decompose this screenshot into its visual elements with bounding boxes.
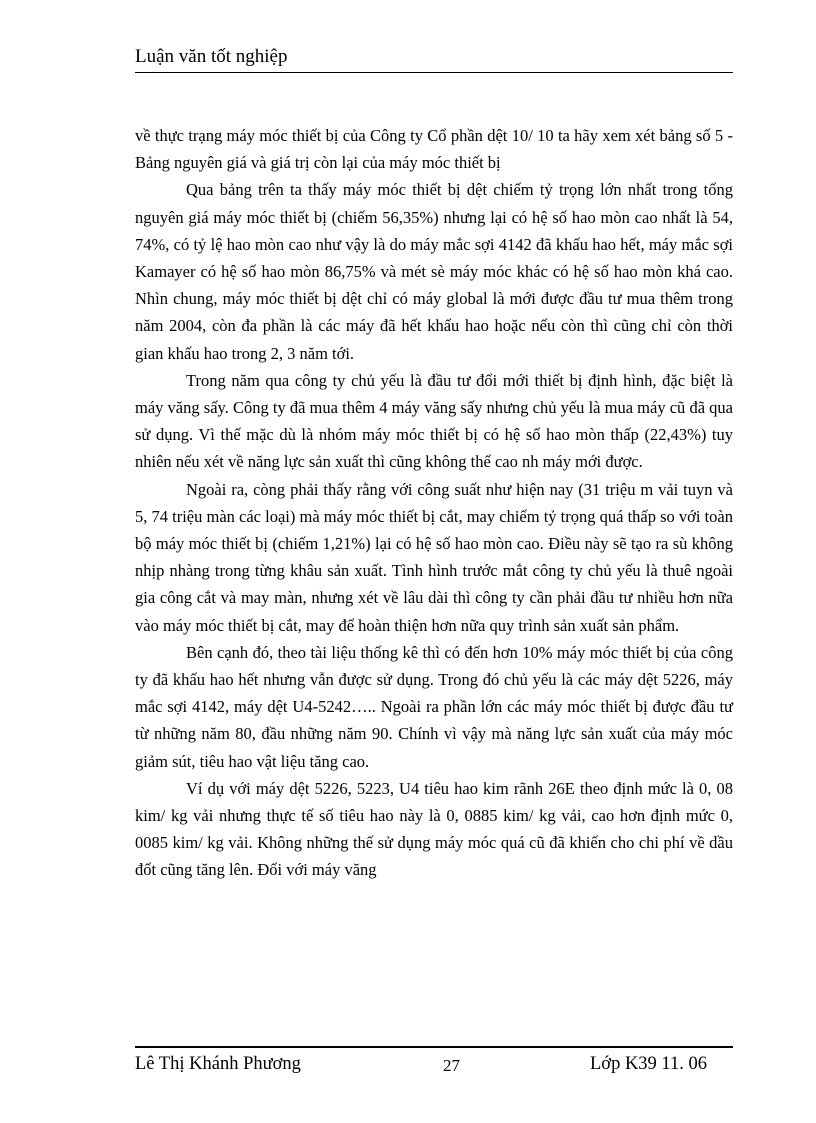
page-footer — [135, 1046, 733, 1084]
footer-class: Lớp K39 11. 06 — [589, 1054, 707, 1074]
header-title: Luận văn tốt nghiệp — [135, 46, 288, 67]
paragraph: Ví dụ với máy dệt 5226, 5223, U4 tiêu hao kim rãnh 26E theo định mức là 0, 08 kim/ kg vải nhưng thực tế số tiêu hao này là 0, 0885 kim/ kg vải, cao hơn định mức 0, 0085 kim/ kg vải. Không những thế sử dụng máy móc quá cũ đã khiến cho chi phí về dầu đốt cũng tăng lên. Đối với máy văng — [135, 778, 733, 880]
paragraph: về thực trạng máy móc thiết bị của Công ty Cổ phần dệt 10/ 10 ta hãy xem xét bảng số 5 - Bảng nguyên giá và giá trị còn lại của máy móc thiết bị — [135, 126, 733, 173]
paragraph: Qua bảng trên ta thấy máy móc thiết bị dệt chiếm tỷ trọng lớn nhất trong tổng nguyên giá máy móc thiết bị (chiếm 56,35%) nhưng lại có hệ số hao mòn cao nhất là 54, 74%, có tỷ lệ hao mòn cao như vậy là do máy mắc sợi 4142 đã khấu hao hết, máy mắc sợi Kamayer có hệ số hao mòn 86,75% và mét sè máy móc khác có hệ số hao mòn khá cao. Nhìn chung, máy móc thiết bị dệt chỉ có máy global là mới được đầu tư mua thêm trong năm 2004, còn đa phần là các máy đã hết khấu hao hoặc nếu còn thì cũng chỉ còn thời gian khấu hao trong 2, 3 năm tới. — [135, 180, 733, 363]
paragraph: Ngoài ra, còng phải thấy rằng với công suất như hiện nay (31 triệu m vải tuyn và 5, 74 triệu màn các loại) mà máy móc thiết bị cắt, may chiếm tỷ trọng quá thấp so với toàn bộ máy móc thiết bị (chiếm 1,21%) lại có hệ số hao mòn cao. Điều này sẽ tạo ra sù không nhịp nhàng trong từng khâu sản xuất. Tình hình trước mắt công ty chủ yếu là thuê ngoài gia công cắt và may màn, nhưng xét về lâu dài thì công ty cần phải đầu tư nhiều hơn nữa vào máy móc thiết bị cắt, may để hoàn thiện hơn nữa quy trình sản xuất sản phẩm. — [135, 479, 733, 635]
page-number: 27 — [443, 1056, 460, 1075]
paragraph: Trong năm qua công ty chủ yếu là đầu tư đổi mới thiết bị định hình, đặc biệt là máy văng sấy. Công ty đã mua thêm 4 máy văng sấy nhưng chủ yếu là mua máy cũ đã qua sử dụng. Vì thế mặc dù là nhóm máy móc thiết bị có hệ số hao mòn thấp (22,43%) tuy nhiên nếu xét về năng lực sản xuất thì cũng không thể cao nh máy mới được. — [135, 370, 733, 472]
body-text — [135, 122, 733, 884]
footer-author: Lê Thị Khánh Phương — [135, 1054, 301, 1074]
page-header — [135, 44, 733, 73]
paragraph: Bên cạnh đó, theo tài liệu thống kê thì có đến hơn 10% máy móc thiết bị của công ty đã khấu hao hết nhưng vẫn được sử dụng. Trong đó chủ yếu là các máy dệt 5226, máy mắc sợi 4142, máy dệt U4-5242….. Ngoài ra phần lớn các máy móc thiết bị được đầu tư từ những năm 80, đầu những năm 90. Chính vì vậy mà năng lực sản xuất của máy móc giảm sút, tiêu hao vật liệu tăng cao. — [135, 642, 733, 771]
